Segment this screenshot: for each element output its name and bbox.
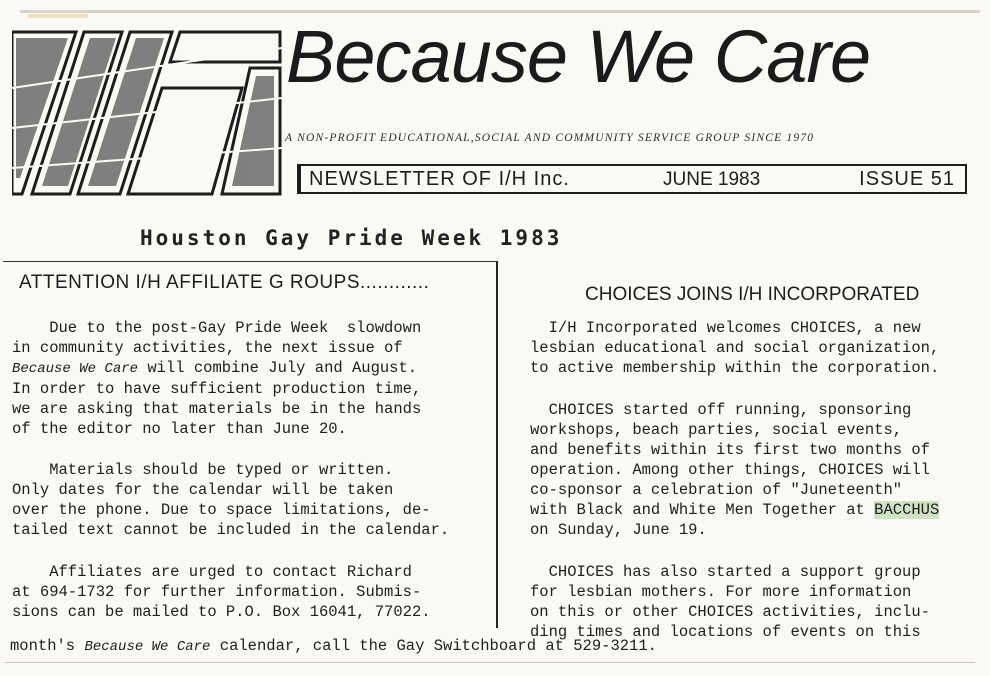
newsletter-label: NEWSLETTER OF I/H Inc. bbox=[309, 168, 570, 190]
left-article-paragraph-2: Materials should be typed or written. Only dates for the calendar will be taken over the phone. Due to space limitations, de- tailed text cannot be included in the calendar. bbox=[12, 461, 450, 539]
left-article-paragraph-3: Affiliates are urged to contact Richard at 694-1732 for further information. Submis- sions can be mailed to P.O. Box 16041, 77022. bbox=[12, 563, 431, 621]
publication-name-bottom: Because We Care bbox=[84, 639, 211, 655]
i-h-logo-icon bbox=[12, 28, 282, 198]
bottom-line: month's Because We Care calendar, call the Gay Switchboard at 529-3211. bbox=[10, 637, 657, 655]
issue-date: JUNE 1983 bbox=[663, 169, 761, 190]
masthead-title: Because We Care bbox=[286, 15, 871, 98]
right-article-paragraph-2: CHOICES started off running, sponsoring workshops, beach parties, social events, and benefits within its first two months of operation. Among other things, CHOICES will co-sponsor a celebration of "Juneteenth" with Black and White Men Together at BACCHUS on Sunday, June 19. bbox=[530, 401, 940, 539]
left-article-paragraph-1: Due to the post-Gay Pride Week slowdown in community activities, the next issue of Because We Care will combine July and August. In order to have sufficient production time, we are asking that materials be in the hands of the editor no later than June 20. bbox=[12, 319, 422, 438]
paper-mark bbox=[28, 14, 88, 18]
right-article-paragraph-1: I/H Incorporated welcomes CHOICES, a new lesbian educational and social organization, to active membership within the corporation. bbox=[530, 319, 940, 377]
newsletter-bar bbox=[297, 164, 967, 194]
page-fold bbox=[5, 662, 975, 663]
page-edge bbox=[20, 10, 980, 13]
masthead-tagline: A NON-PROFIT EDUCATIONAL,SOCIAL AND COMMUNITY SERVICE GROUP SINCE 1970 bbox=[285, 132, 815, 144]
left-article-heading: ATTENTION I/H AFFILIATE G ROUPS............ bbox=[19, 272, 430, 293]
issue-number: ISSUE 51 bbox=[859, 168, 955, 190]
event-banner: Houston Gay Pride Week 1983 bbox=[140, 226, 563, 250]
highlighted-venue: BACCHUS bbox=[874, 501, 940, 519]
right-article-paragraph-3: CHOICES has also started a support group for lesbian mothers. For more information on this or other CHOICES activities, inclu- ding times and locations of events on this bbox=[530, 563, 930, 641]
publication-name: Because We Care bbox=[12, 361, 139, 377]
right-article-heading: CHOICES JOINS I/H INCORPORATED bbox=[585, 284, 920, 305]
